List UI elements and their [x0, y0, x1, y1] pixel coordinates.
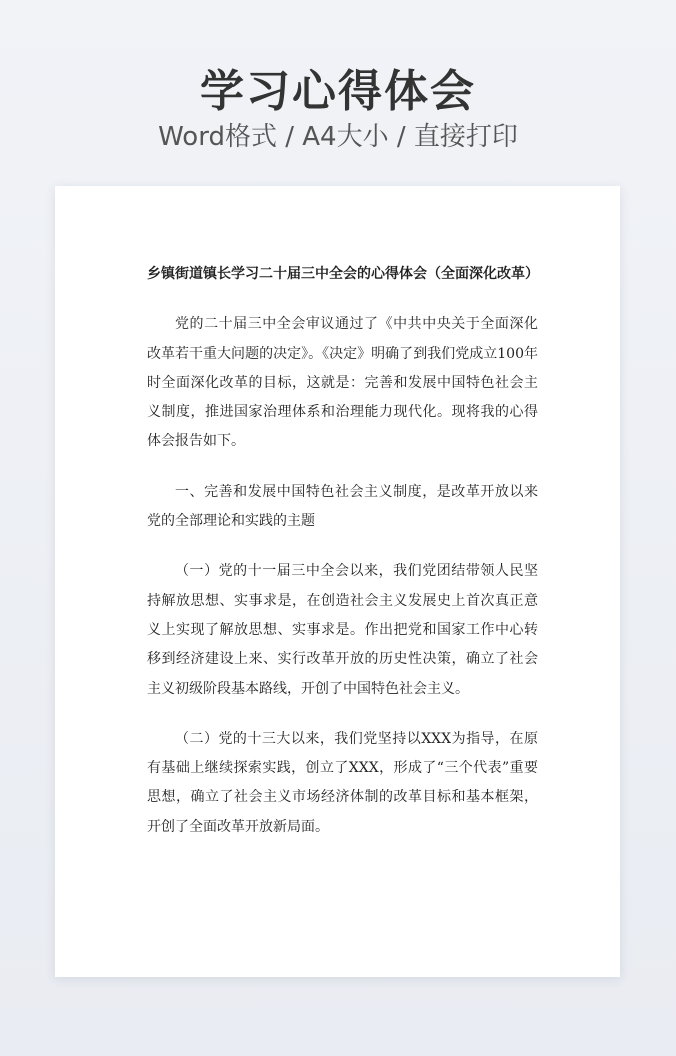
section-heading-1: 一、完善和发展中国特色社会主义制度，是改革开放以来党的全部理论和实践的主题 [147, 483, 538, 530]
subsection-paragraph-2: （二）党的十三大以来，我们党坚持以XXX为指导，在原有基础上继续探索实践，创立了XXX，形成了“三个代表”重要思想，确立了社会主义市场经济体制的改革目标和基本框架，开创了全面改革开放新局面。 [147, 730, 538, 835]
subsection-paragraph-1: （一）党的十一届三中全会以来，我们党团结带领人民坚持解放思想、实事求是，在创造社会主义发展史上首次真正意义上实现了解放思想、实事求是。作出把党和国家工作中心转移到经济建设上来、实行改革开放的历史性决策，确立了社会主义初级阶段基本路线，开创了中国特色社会主义。 [147, 563, 538, 697]
intro-paragraph: 党的二十届三中全会审议通过了《中共中央关于全面深化改革若干重大问题的决定》。《决定》明确了到我们党成立100年时全面深化改革的目标，这就是：完善和发展中国特色社会主义制度，推进国家治理体系和治理能力现代化。现将我的心得体会报告如下。 [147, 316, 538, 450]
document-body [147, 260, 538, 863]
document-title: 乡镇街道镇长学习二十届三中全会的心得体会（全面深化改革） [147, 266, 539, 282]
banner-subtitle: Word格式 / A4大小 / 直接打印 [158, 122, 518, 152]
banner-title: 学习心得体会 [200, 66, 476, 117]
document-page [55, 186, 620, 977]
